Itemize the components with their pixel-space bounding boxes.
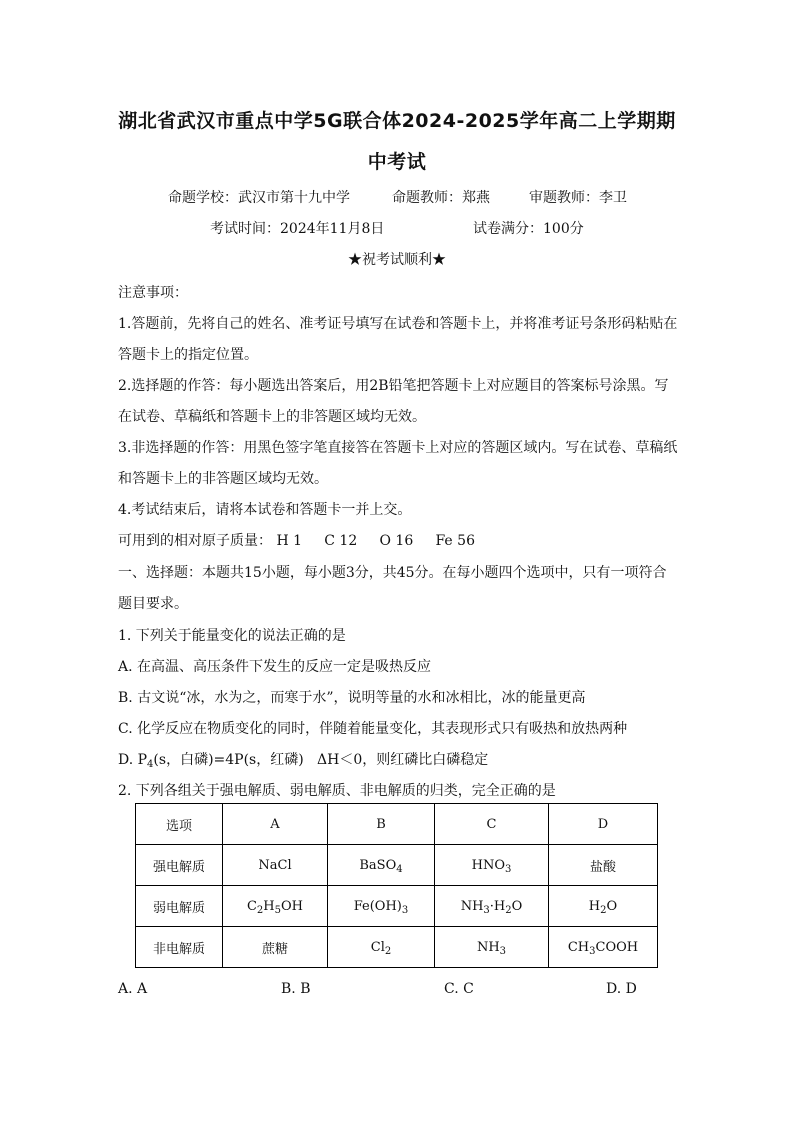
row-label-strong: 强电解质 (136, 845, 223, 886)
table-header-cell: B (328, 804, 435, 845)
table-cell: $C_2H_5OH$ (223, 886, 328, 927)
table-row (136, 804, 658, 845)
electrolyte-table (135, 803, 658, 968)
blessing-text: ★祝考试顺利★ (348, 252, 446, 268)
notice-item3-line1: 3.非选择题的作答：用黑色签字笔直接答在答题卡上对应的答题区域内。写在试卷、草稿纸 (118, 440, 678, 456)
table-header-cell: 选项 (136, 804, 223, 845)
notice-item1-line2: 答题卡上的指定位置。 (118, 347, 258, 363)
table-cell: BaSO$_4$ (328, 845, 435, 886)
table-header-cell: D (549, 804, 658, 845)
table-row (136, 845, 658, 886)
table-row (136, 927, 658, 968)
reviewer-info: 审题教师：李卫 (529, 190, 627, 206)
table-cell: $NH_3\cdot H_2O$ (435, 886, 549, 927)
exam-title-line2: 中考试 (367, 151, 427, 173)
section1-intro-line2: 题目要求。 (118, 596, 188, 612)
table-cell: 蔗糖 (223, 927, 328, 968)
table-cell: NaCl (223, 845, 328, 886)
q2-choice-a: A. A (118, 981, 148, 997)
q1-option-c: C. 化学反应在物质变化的同时，伴随着能量变化，其表现形式只有吸热和放热两种 (118, 721, 628, 737)
table-cell: 盐酸 (549, 845, 658, 886)
table-cell: $CH_3COOH$ (549, 927, 658, 968)
atomic-mass-line: 可用到的相对原子质量： H 1 C 12 O 16 Fe 56 (118, 533, 475, 549)
q1-stem: 1. 下列关于能量变化的说法正确的是 (118, 628, 346, 644)
table-cell: $Fe(OH)_3$ (328, 886, 435, 927)
q2-choice-b: B. B (281, 981, 311, 997)
table-cell: $H_2O$ (549, 886, 658, 927)
teacher-info: 命题教师：郑燕 (392, 190, 490, 206)
q2-choice-c: C. C (444, 981, 474, 997)
q1-option-b: B. 古文说“冰，水为之，而寒于水”，说明等量的水和冰相比，冰的能量更高 (118, 690, 586, 706)
table-header-cell: A (223, 804, 328, 845)
notice-item2-line2: 在试卷、草稿纸和答题卡上的非答题区域均无效。 (118, 409, 426, 425)
section1-intro-line1: 一、选择题：本题共15小题，每小题3分，共45分。在每小题四个选项中，只有一项符合 (118, 565, 667, 581)
table-row (136, 886, 658, 927)
table-cell: $NH_3$ (435, 927, 549, 968)
notice-item3-line2: 和答题卡上的非答题区域均无效。 (118, 471, 328, 487)
q1-option-d: D. $P_4(s$，白磷)=4P(s，红磷) ΔH＜0，则红磷比白磷稳定 (118, 752, 489, 770)
notice-item2-line1: 2.选择题的作答：每小题选出答案后，用2B铅笔把答题卡上对应题目的答案标号涂黑。写 (118, 378, 669, 394)
notice-heading: 注意事项： (118, 285, 188, 301)
school-info: 命题学校：武汉市第十九中学 (168, 190, 350, 206)
table-cell: $Cl_2$ (328, 927, 435, 968)
q2-stem: 2. 下列各组关于强电解质、弱电解质、非电解质的归类，完全正确的是 (118, 783, 556, 799)
row-label-non: 非电解质 (136, 927, 223, 968)
q2-choice-d: D. D (606, 981, 637, 997)
exam-time: 考试时间：2024年11月8日 (210, 221, 385, 237)
q1-option-a: A. 在高温、高压条件下发生的反应一定是吸热反应 (118, 659, 432, 675)
notice-item4: 4.考试结束后，请将本试卷和答题卡一并上交。 (118, 502, 412, 518)
exam-title-line1: 湖北省武汉市重点中学5G联合体2024-2025学年高二上学期期 (118, 110, 676, 132)
notice-item1-line1: 1.答题前，先将自己的姓名、准考证号填写在试卷和答题卡上，并将准考证号条形码粘贴在 (118, 316, 678, 332)
full-score: 试卷满分：100分 (473, 221, 584, 237)
row-label-weak: 弱电解质 (136, 886, 223, 927)
table-cell: $HNO_3$ (435, 845, 549, 886)
table-header-cell: C (435, 804, 549, 845)
